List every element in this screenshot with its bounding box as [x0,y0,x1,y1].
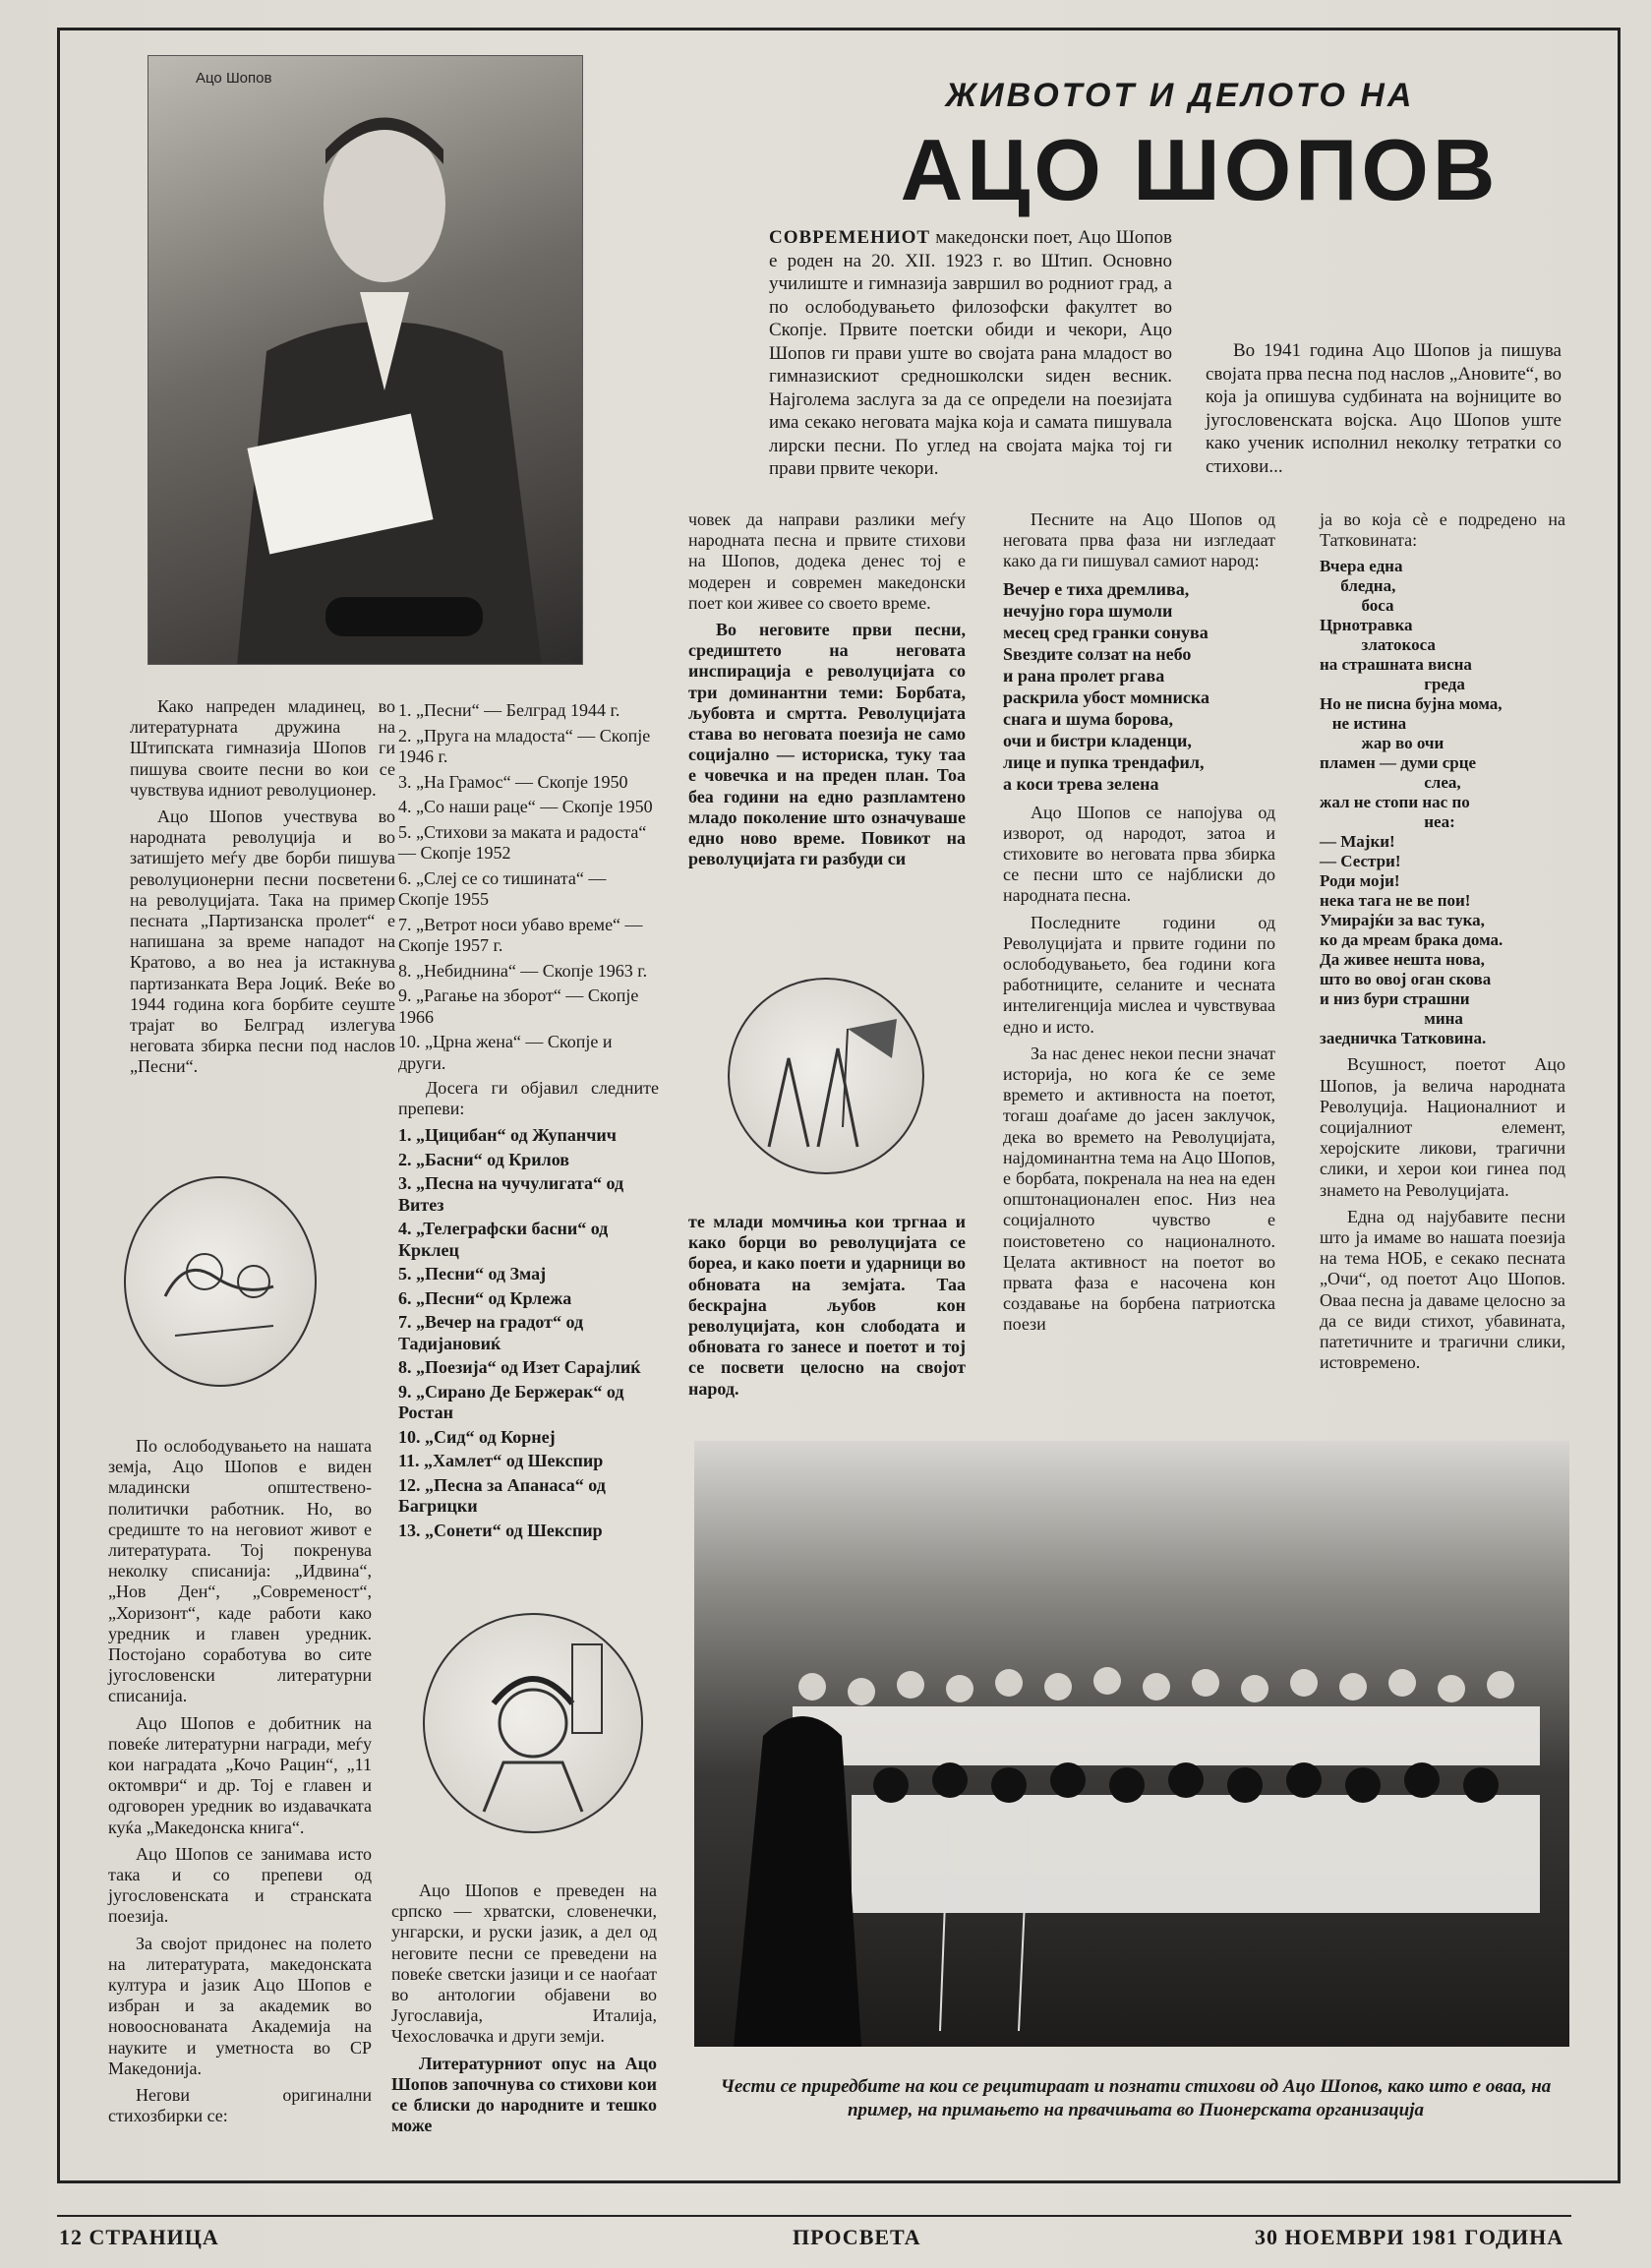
left-paragraph-6: За својот придонес на полето на литературата, македонската култура и јазик Ацо Шопов е избран и за академик во новооснованата Академија на науките и уметноста во СР Македонија. [108,1933,372,2078]
poem-line: златокоса [1320,635,1436,655]
illustration-partisans [728,978,924,1174]
translation-item: 7. „Вечер на градот“ од Тадијановиќ [398,1312,584,1353]
poem-line: заедничка Татковина. [1320,1029,1487,1048]
headline-small: ЖИВОТОТ И ДЕЛОТО НА [945,77,1415,114]
pioneers-photo [694,1441,1569,2047]
left-paragraph-2: Ацо Шопов учествува во народната револуција и во затишјето меѓу две борби пишува револуционерни песни посветени на револуцијата. Така на пример песната „Партизанска пролет“ е напишана за време нападот на Кратово, а во неа ја истакнува партизанката Вера Јоциќ. Веќе во 1944 година кога борбите сеуште трајат во Белград излегува неговата збирка песни под наслов „Песни“. [130,806,395,1077]
col3-paragraph-1: човек да направи разлики меѓу народната песна и првите стихови на Шопов, додека денес тој е модерен и современ македонски поет кои живее со своето време. [688,509,966,613]
left-column-bottom [108,1436,372,2133]
footer-date: 30 НОЕМВРИ 1981 ГОДИНА [1255,2225,1564,2249]
translation-item: 8. „Поезија“ од Изет Сарајлиќ [398,1357,641,1378]
poem-line: греда [1320,675,1465,694]
illustration-drawing [126,1178,319,1389]
works-item: 10. „Црна жена“ — Скопје и други. [398,1032,613,1073]
poem-line: боса [1320,596,1394,616]
works-item: 4. „Со наши раце“ — Скопје 1950 [398,797,653,816]
left-paragraph-1: Како напреден младинец, во литературната дружина на Штипската гимназија Шопов ги пишува своите песни во кои се чувствува идниот револуционер. [130,696,395,800]
left-paragraph-4: Ацо Шопов е добитник на повеќе литературни награди, меѓу кои наградата „Кочо Рацин“, „11 октомври“ и др. Тој е главен и одговорен уредник во издавачката куќа „Македонска книга“. [108,1712,372,1837]
illustration-students [124,1176,317,1387]
folk-poem [1003,578,1275,795]
translation-item: 10. „Сид“ од Корнеј [398,1426,556,1447]
col3-paragraph-3: те млади момчиња кои тргнаа и како борци во револуцијата се бореа, и како поети и ударници во обновата на земјата. Таа бескрајна љубов кон револуцијата, кон слободата и обновата го занесе и поетот и тој се посвети целосно на својот народ. [688,1212,966,1399]
column-5 [1320,509,1565,1379]
works-item: 7. „Ветрот носи убаво време“ — Скопје 1957 г. [398,914,643,955]
poem-line: раскрила убост момниска [1003,686,1209,707]
poem-line: очи и бистри кладенци, [1003,730,1192,750]
col5-paragraph-2: Всушност, поетот Ацо Шопов, ја велича народната Револуција. Националниот и социјалниот елемент, херојските ликови, трагични слики, и херои кои гинеа под знамето на Револуцијата. [1320,1054,1565,1200]
poem-line: пламен — думи срце [1320,753,1477,773]
works-item: 9. „Рагање на зборот“ — Скопје 1966 [398,985,639,1027]
footer-publication: ПРОСВЕТА [793,2225,921,2249]
translation-item: 5. „Песни“ од Змај [398,1264,547,1284]
illustration-drawing [730,980,926,1176]
poem-line: слеа, [1320,773,1461,793]
poem-line: а коси трева зелена [1003,773,1159,794]
poem-line: Црнотравка [1320,616,1413,635]
translation-item: 1. „Цицибан“ од Жупанчич [398,1125,617,1146]
poem-line: месец сред гранки сонува [1003,622,1209,642]
translation-item: 3. „Песна на чучулигата“ од Витез [398,1173,624,1215]
poem-line: Умирајќи за вас тука, [1320,911,1485,930]
poem-line: не истина [1320,714,1407,734]
poem-line: мина [1320,1009,1463,1029]
left-column-top [130,696,395,1084]
translations-list [398,1125,659,1541]
column-3-bottom [688,1212,966,1405]
translation-item: 4. „Телеграфски басни“ од Крклец [398,1219,609,1260]
poem-line: лице и пупка трендафил, [1003,751,1205,772]
translations-intro: Досега ги објавил следните препеви: [398,1078,659,1119]
pioneers-photo-scene [694,1441,1569,2047]
left-paragraph-3: По ослободувањето на нашата земја, Ацо Шопов е виден младински општествено-политички работник. Но, во средиште то на неговиот живот е литературата. Тој покренува неколку списанија: „Идвина“, „Нов Ден“, „Современост“, „Хоризонт“, каде работи како уредник и главен уредник. Постојано соработува во сите југословенски литературни списанија. [108,1436,372,1706]
col2-paragraph-2: Литературниот опус на Ацо Шопов започнува со стихови кои се блиски до народните и тешко може [391,2053,657,2136]
left-paragraph-7: Негови оригинални стихозбирки се: [108,2085,372,2126]
poem-line: ко да мреам брака дома. [1320,930,1504,950]
poem-line: Да живее нешта нова, [1320,950,1485,970]
col4-paragraph-4: За нас денес некои песни значат историја, но кога ќе се земе времето и активноста на поетот, тогаш доаѓаме до јасен заклучок, дека во времето на Револуцијата, најдоминантна тема на Ацо Шопов, е борбата, покренала на неа на еден општонационален епос. Низ неа социјалното чувство е поистоветено со националното. Целата активност на поетот во првата фаза е насочена кон создавање на борбена патриотска поези [1003,1043,1275,1335]
portrait-figure [148,56,583,665]
col4-paragraph-2: Ацо Шопов се напојува од изворот, од народот, затоа и стиховите во неговата прва збирка се песни што се најблиски до народната песна. [1003,802,1275,906]
translation-item: 2. „Басни“ од Крилов [398,1149,570,1169]
poem-line: Но не писна бујна мома, [1320,694,1503,714]
works-item: 8. „Небиднина“ — Скопје 1963 г. [398,960,648,981]
poem-line: Ѕвездите солзат на небо [1003,643,1192,664]
translation-item: 11. „Хамлет“ од Шекспир [398,1451,604,1471]
left-paragraph-5: Ацо Шопов се занимава исто така и со препеви од југословенската и странската поезија. [108,1843,372,1927]
col3-paragraph-2: Во неговите први песни, средиштето на неговата инспирација е револуцијата со три доминантни теми: Борбата, љубовта и смртта. Револуцијата става во неговата поезија не само социјално — историска, туку таа е човечка и на преден план. Тоа беа години на едно разпламтено младо поколение што означуваше едно ново време. Повикот на револуцијата ги разбуди си [688,620,966,869]
lead-first-word: СОВРЕМЕНИОТ [769,227,931,248]
lead-text: македонски поет, Ацо Шопов е роден на 20. XII. 1923 г. во Штип. Основно училиште и гимназија завршил во родниот град, а по ослободувањето филозофски факултет во Скопје. Првите поетски обиди и чекори, Ацо Шопов ги прави уште во својата рана младост во гимназискиот средношколски ѕиден весник. Најголема заслуга за да се определи на поезијата има секако неговата мајка која и самата пишувала лирски песни. По углед на својата мајка тој ги прави првите чекори. [769,227,1173,479]
pioneers-photo-caption: Чести се приредбите на кои се рецитираат и познати стихови од Ацо Шопов, како што е оваа, на пример, на примањето на првачињата во Пионерската организација [720,2076,1552,2120]
lead-column-2 [1206,339,1562,484]
poem-line: бледна, [1320,576,1396,596]
works-item: 1. „Песни“ — Белград 1944 г. [398,700,620,720]
poem-line: — Сестри! [1320,852,1401,871]
illustration-drawing [425,1615,645,1835]
poem-line: на страшната висна [1320,655,1472,675]
col5-paragraph-1: ја во која сè е подредено на Татковината: [1320,509,1565,551]
poem-line: Вечер е тиха дремлива, [1003,578,1190,599]
poem-line: и низ бури страшни [1320,989,1470,1009]
translation-item: 6. „Песни“ од Крлежа [398,1287,572,1308]
col2-paragraph-1: Ацо Шопов е преведен на српско — хрватски, словенечки, унгарски, и руски јазик, а дел од неговите песни се преведени на повеќе светски јазици и се наоѓаат во антологии објавени во Југославија, Италија, Чехословачка и други земји. [391,1880,657,2047]
poem-line: — Мајки! [1320,832,1395,852]
works-item: 5. „Стихови за маката и радоста“ — Скопје 1952 [398,821,647,863]
poem-line: нечујно гора шумоли [1003,600,1173,621]
lead-column-1 [769,226,1172,487]
works-item: 3. „На Грамос“ — Скопје 1950 [398,771,628,792]
col4-paragraph-1: Песните на Ацо Шопов од неговата прва фаза ни изгледаат како да ги пишувал самиот народ: [1003,509,1275,571]
poem-line: жал не стопи нас по [1320,793,1470,812]
headline-big: АЦО ШОПОВ [900,121,1500,218]
portrait-photo [147,55,583,665]
photo-caption: Ацо Шопов [196,70,272,87]
poem-line: што во овој оган скова [1320,970,1492,989]
column-2-bottom [391,1880,657,2142]
poem-line: жар во очи [1320,734,1445,753]
translation-item: 9. „Сирано Де Бержерак“ од Ростан [398,1381,624,1423]
illustration-child [423,1613,643,1833]
poem-line: неа: [1320,812,1455,832]
poem-line: снага и шума борова, [1003,708,1174,729]
col5-paragraph-3: Една од најубавите песни што ја имаме во нашата поезија на тема НОБ, е секако песната „Очи“, од поетот Ацо Шопов. Оваа песна ја даваме целосно за да се види стихот, убавината, патетичните и трагични слики, истовремено. [1320,1206,1565,1373]
poem-line: Роди моји! [1320,871,1400,891]
works-column [398,700,659,1544]
footer-rule [57,2215,1571,2217]
footer-page-number: 12 СТРАНИЦА [59,2225,219,2249]
works-item: 6. „Слеј се со тишината“ — Скопје 1955 [398,867,607,909]
translation-item: 13. „Сонети“ од Шекспир [398,1520,603,1540]
works-item: 2. „Пруга на младоста“ — Скопје 1946 г. [398,725,651,766]
poem-line: нека тага не ве пои! [1320,891,1471,911]
works-list [398,700,659,1074]
war-poem [1320,557,1565,1048]
lead-paragraph-2: Во 1941 година Ацо Шопов ја пишува својата прва песна под наслов „Ановите“, во која ја опишува судбината на војниците во југословенската војска. Ацо Шопов уште како ученик исполнил неколку тетратки со стихови... [1206,340,1562,477]
translation-item: 12. „Песна за Апанаса“ од Багрицки [398,1474,606,1517]
column-3-top [688,509,966,875]
column-4 [1003,509,1275,1342]
col4-paragraph-3: Последните години од Револуцијата и првите години по ослободувањето, беа години кога работниците, селаните и чесната интелигенција мислеа и чувствуваа едно и исто. [1003,912,1275,1037]
poem-line: и рана пролет ргава [1003,665,1165,686]
poem-line: Вчера една [1320,557,1403,576]
